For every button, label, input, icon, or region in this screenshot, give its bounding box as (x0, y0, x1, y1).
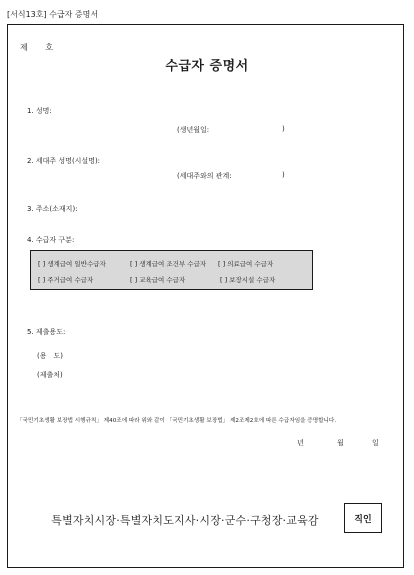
relation-close: ) (282, 171, 285, 179)
birthdate-label: (생년월일: (177, 126, 210, 134)
option-education[interactable]: [ ] 교육급여 수급자 (130, 276, 186, 284)
seal-label: 직인 (354, 514, 372, 525)
issuer-title: 특별자치시장·특별자치도지사·시장·군수·구청장·교육감 (51, 514, 319, 527)
recipient-type-options-box (30, 250, 313, 290)
name-label: 1. 성명: (27, 107, 52, 115)
use-label: (용 도) (37, 352, 63, 360)
date-day-label: 일 (372, 439, 379, 447)
date-year-label: 년 (297, 439, 304, 447)
certification-statement: 「국민기초생활 보장법 시행규칙」 제40조에 따라 위와 같이 「국민기초생활 보장법」 제2조제2호에 따른 수급자임을 증명합니다. (17, 418, 337, 424)
purpose-label: 5. 제출용도: (27, 328, 66, 336)
option-housing[interactable]: [ ] 주거급여 수급자 (38, 276, 94, 284)
document-title: 수급자 증명서 (165, 59, 249, 74)
option-medical[interactable]: [ ] 의료급여 수급자 (218, 260, 274, 268)
document-frame (7, 24, 404, 568)
household-head-label: 2. 세대주 성명(시설명): (27, 157, 101, 165)
form-number-label: [서식13호] 수급자 증명서 (7, 10, 99, 19)
option-livelihood-general[interactable]: [ ] 생계급여 일반수급자 (38, 260, 106, 268)
document-number-label: 제 호 (20, 43, 54, 52)
recipient-type-label: 4. 수급자 구분: (27, 236, 75, 244)
birthdate-close: ) (282, 125, 285, 133)
address-label: 3. 주소(소재지): (27, 205, 78, 213)
option-facility[interactable]: [ ] 보장시설 수급자 (220, 276, 276, 284)
date-month-label: 월 (337, 439, 344, 447)
option-livelihood-conditional[interactable]: [ ] 생계급여 조건부 수급자 (130, 260, 207, 268)
relation-label: (세대주와의 관계: (177, 172, 232, 180)
submit-to-label: (제출처) (37, 371, 63, 379)
official-seal-box (344, 503, 382, 533)
